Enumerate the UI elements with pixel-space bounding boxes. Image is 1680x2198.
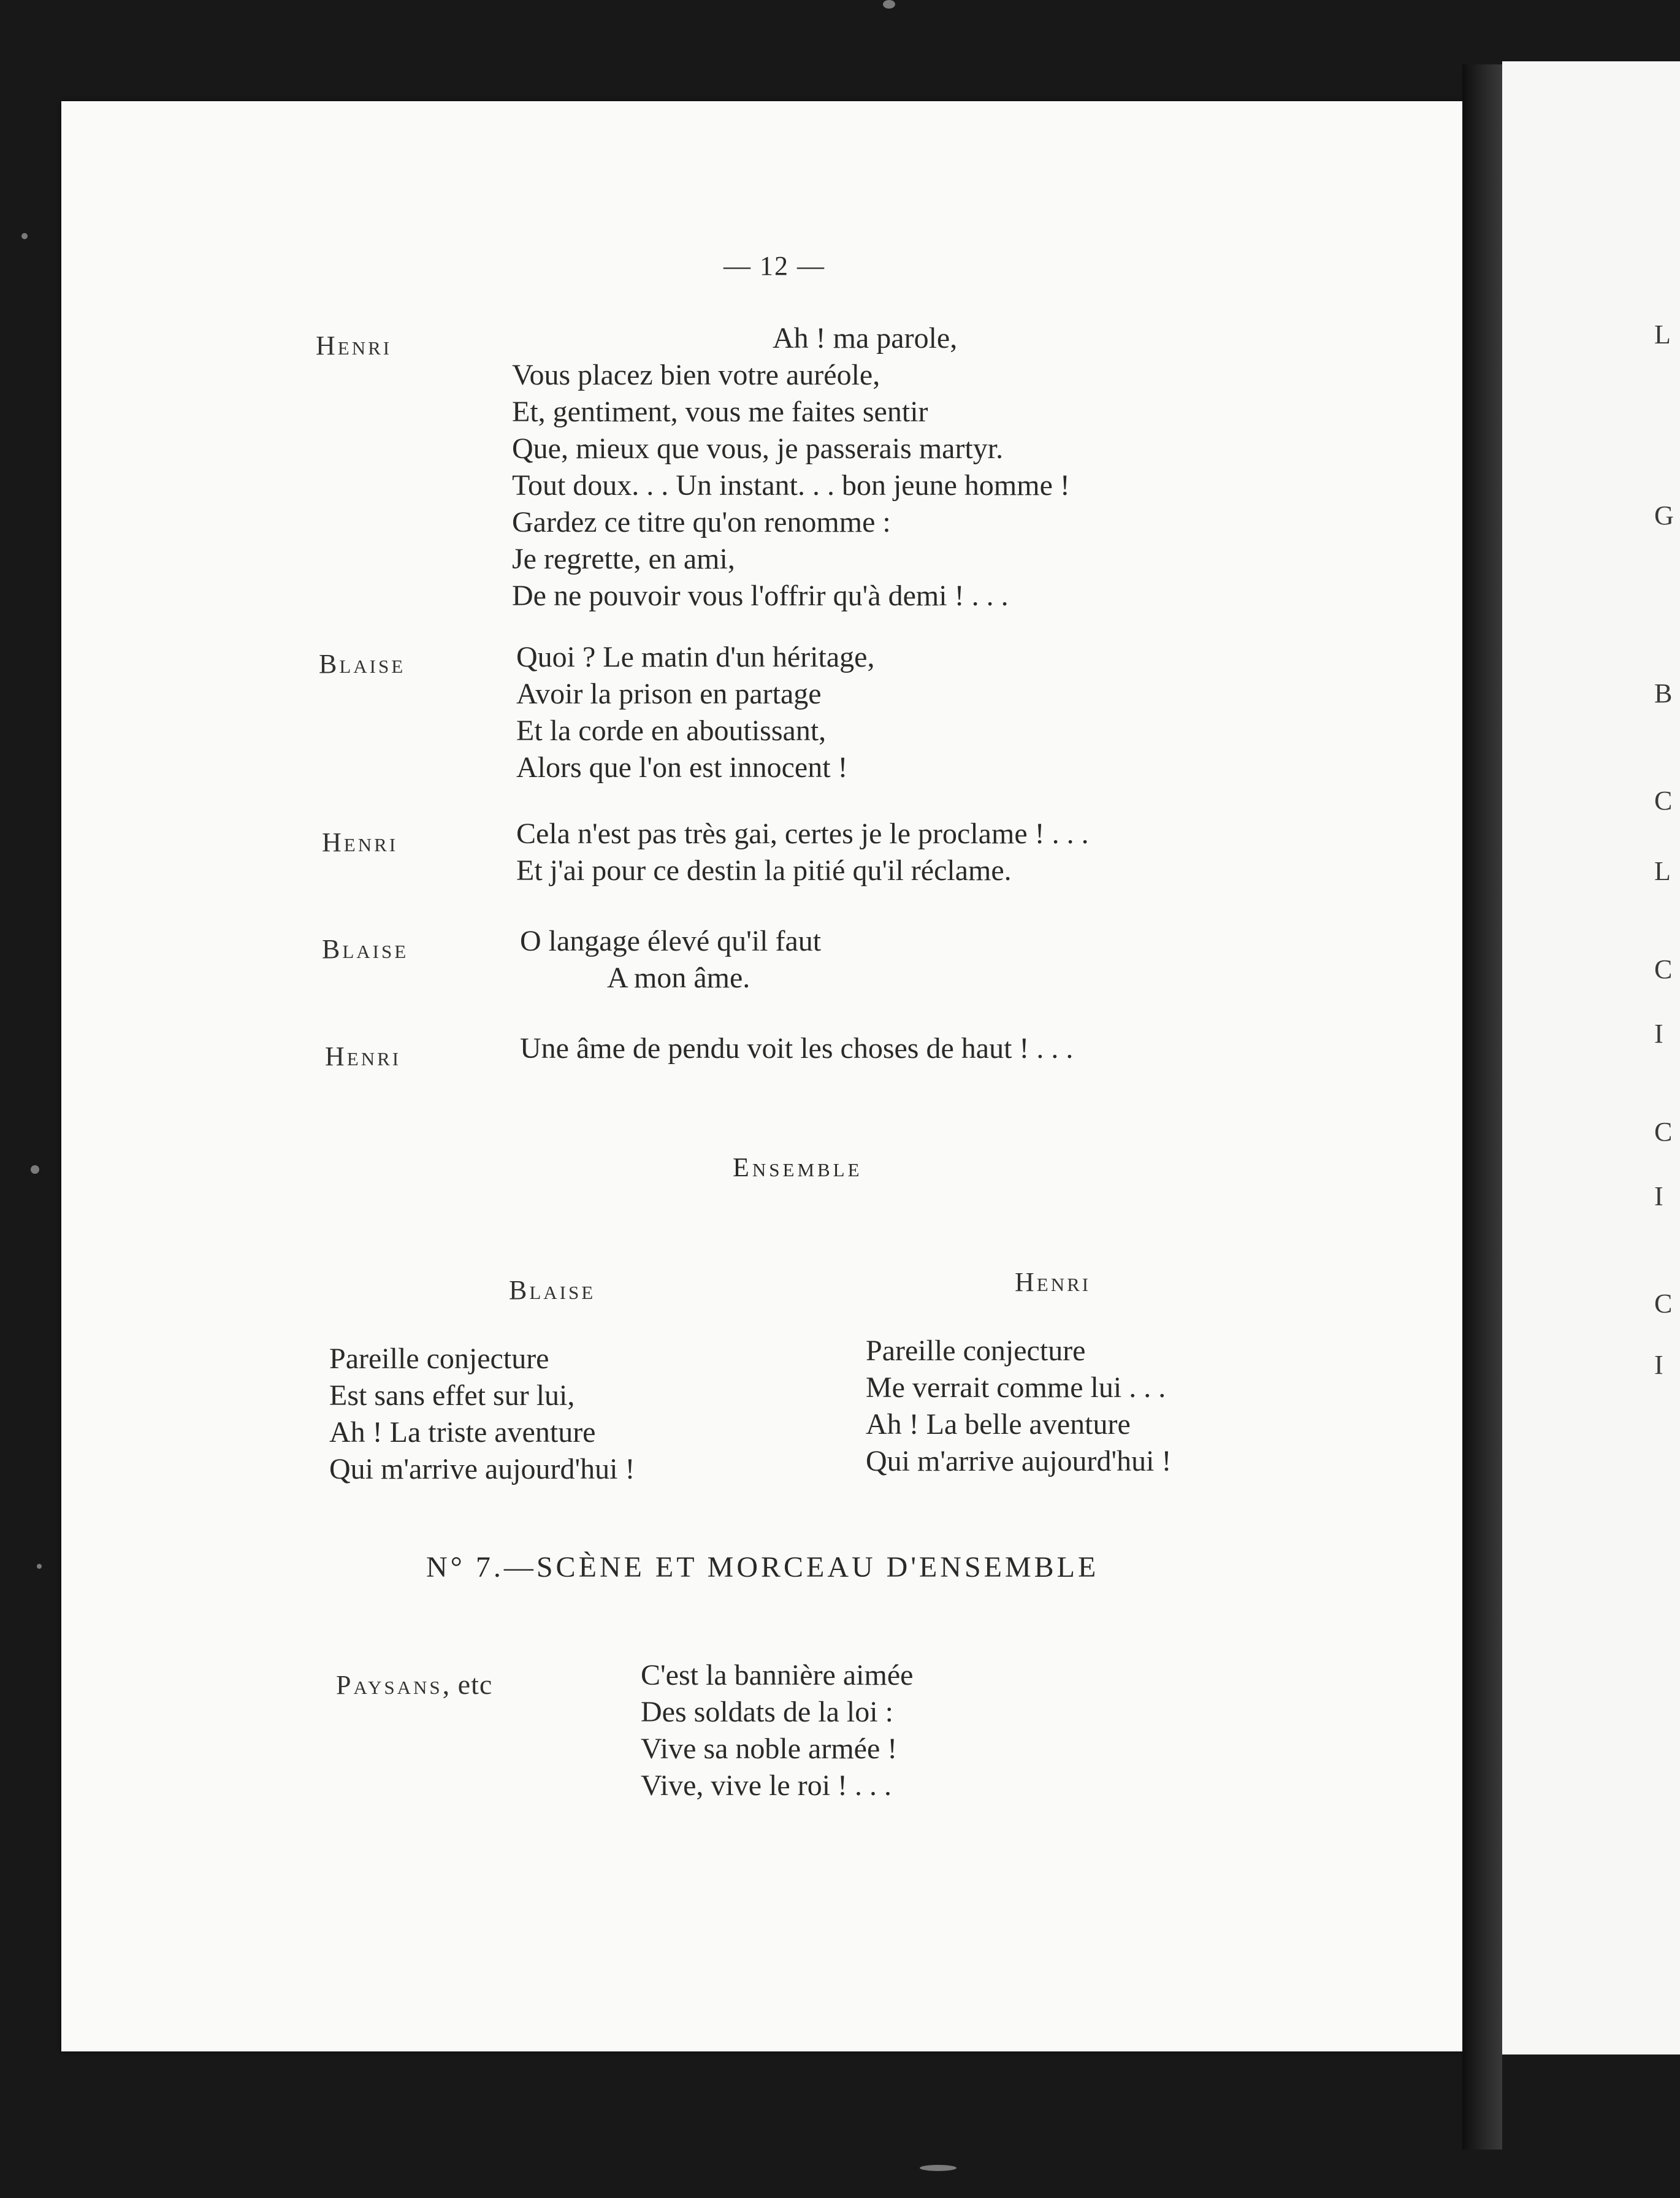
facing-page-letter: C: [1654, 1117, 1673, 1147]
verse-line: Cela n'est pas très gai, certes je le proclame ! . . .: [516, 818, 1089, 850]
verse-line: Avoir la prison en partage: [516, 678, 822, 710]
verse-line: Ah ! La triste aventure: [329, 1416, 596, 1449]
facing-page-letter: I: [1654, 1019, 1663, 1049]
speaker-label: [316, 330, 392, 361]
verse-line: Alors que l'on est innocent !: [516, 751, 848, 784]
verse-block: [516, 816, 1089, 889]
facing-page-letter: L: [1654, 856, 1671, 886]
verse-line: Des soldats de la loi :: [641, 1696, 893, 1728]
verse-line: Qui m'arrive aujourd'hui !: [329, 1453, 635, 1485]
verse-line: Que, mieux que vous, je passerais martyr.: [512, 432, 1004, 465]
verse-line: Vous placez bien votre auréole,: [512, 359, 880, 391]
scene-heading: N° 7.—SCÈNE ET MORCEAU D'ENSEMBLE: [426, 1551, 1099, 1583]
speaker-label: [336, 1668, 492, 1701]
facing-page-edge: [1502, 61, 1680, 2054]
verse-block: [520, 923, 821, 997]
verse-line: Je regrette, en ami,: [512, 543, 735, 575]
page-number: — 12 —: [724, 251, 825, 281]
verse-block: [641, 1657, 913, 1804]
scan-speck: [21, 233, 28, 239]
verse-line: Ah ! La belle aventure: [866, 1408, 1131, 1441]
verse-block: [520, 1030, 1073, 1067]
verse-line: Me verrait comme lui . . .: [866, 1371, 1166, 1404]
facing-page-letter: L: [1654, 320, 1671, 350]
verse-line: Tout doux. . . Un instant. . . bon jeune homme !: [512, 469, 1070, 502]
ensemble-heading: Ensemble: [733, 1152, 863, 1182]
verse-line: Ah ! ma parole,: [773, 322, 958, 354]
verse-line: Vive, vive le roi ! . . .: [641, 1769, 892, 1802]
facing-page-letter: I: [1654, 1350, 1663, 1380]
verse-block: [512, 320, 1070, 615]
speaker-label: Blaise: [322, 934, 409, 964]
verse-block: [516, 639, 874, 786]
speaker-suffix: , etc: [442, 1669, 493, 1700]
facing-page-letter: C: [1654, 786, 1673, 816]
verse-line: Pareille conjecture: [329, 1342, 549, 1375]
verse-line: Quoi ? Le matin d'un héritage,: [516, 641, 875, 673]
book-spine: [1462, 64, 1502, 2150]
facing-page-letter: C: [1654, 954, 1673, 984]
verse-line: A mon âme.: [607, 962, 750, 994]
speaker-label: Henri: [322, 827, 399, 857]
speaker-name: Paysans: [336, 1670, 443, 1700]
verse-line: O langage élevé qu'il faut: [520, 925, 822, 957]
verse-line: Gardez ce titre qu'on renomme :: [512, 506, 891, 538]
speaker-name: Henri: [316, 331, 392, 361]
verse-line: Pareille conjecture: [866, 1334, 1086, 1367]
ensemble-right-verse: [866, 1333, 1172, 1480]
facing-page-letter: C: [1654, 1289, 1673, 1319]
speaker-label: Henri: [325, 1041, 402, 1071]
scan-speck: [920, 2165, 956, 2171]
verse-line: C'est la bannière aimée: [641, 1659, 914, 1691]
ensemble-right-speaker: Henri: [1015, 1267, 1091, 1297]
facing-page-letter: B: [1654, 678, 1673, 708]
verse-line: Vive sa noble armée !: [641, 1733, 898, 1765]
speaker-label: Blaise: [319, 649, 406, 679]
verse-line: Et j'ai pour ce destin la pitié qu'il réclame.: [516, 854, 1012, 887]
verse-line: Une âme de pendu voit les choses de haut ! . . .: [520, 1032, 1074, 1065]
verse-line: Est sans effet sur lui,: [329, 1379, 575, 1412]
ensemble-left-verse: [329, 1341, 635, 1488]
facing-page-letter: I: [1654, 1181, 1663, 1211]
facing-page-letter: G: [1654, 500, 1674, 530]
scan-speck: [31, 1165, 39, 1174]
verse-line: Qui m'arrive aujourd'hui !: [866, 1445, 1172, 1477]
scan-speck: [883, 0, 895, 9]
verse-line: Et, gentiment, vous me faites sentir: [512, 396, 928, 428]
ensemble-left-speaker: Blaise: [509, 1275, 596, 1305]
verse-line: Et la corde en aboutissant,: [516, 714, 827, 747]
verse-line: De ne pouvoir vous l'offrir qu'à demi ! . . .: [512, 580, 1009, 612]
scan-speck: [37, 1564, 42, 1569]
